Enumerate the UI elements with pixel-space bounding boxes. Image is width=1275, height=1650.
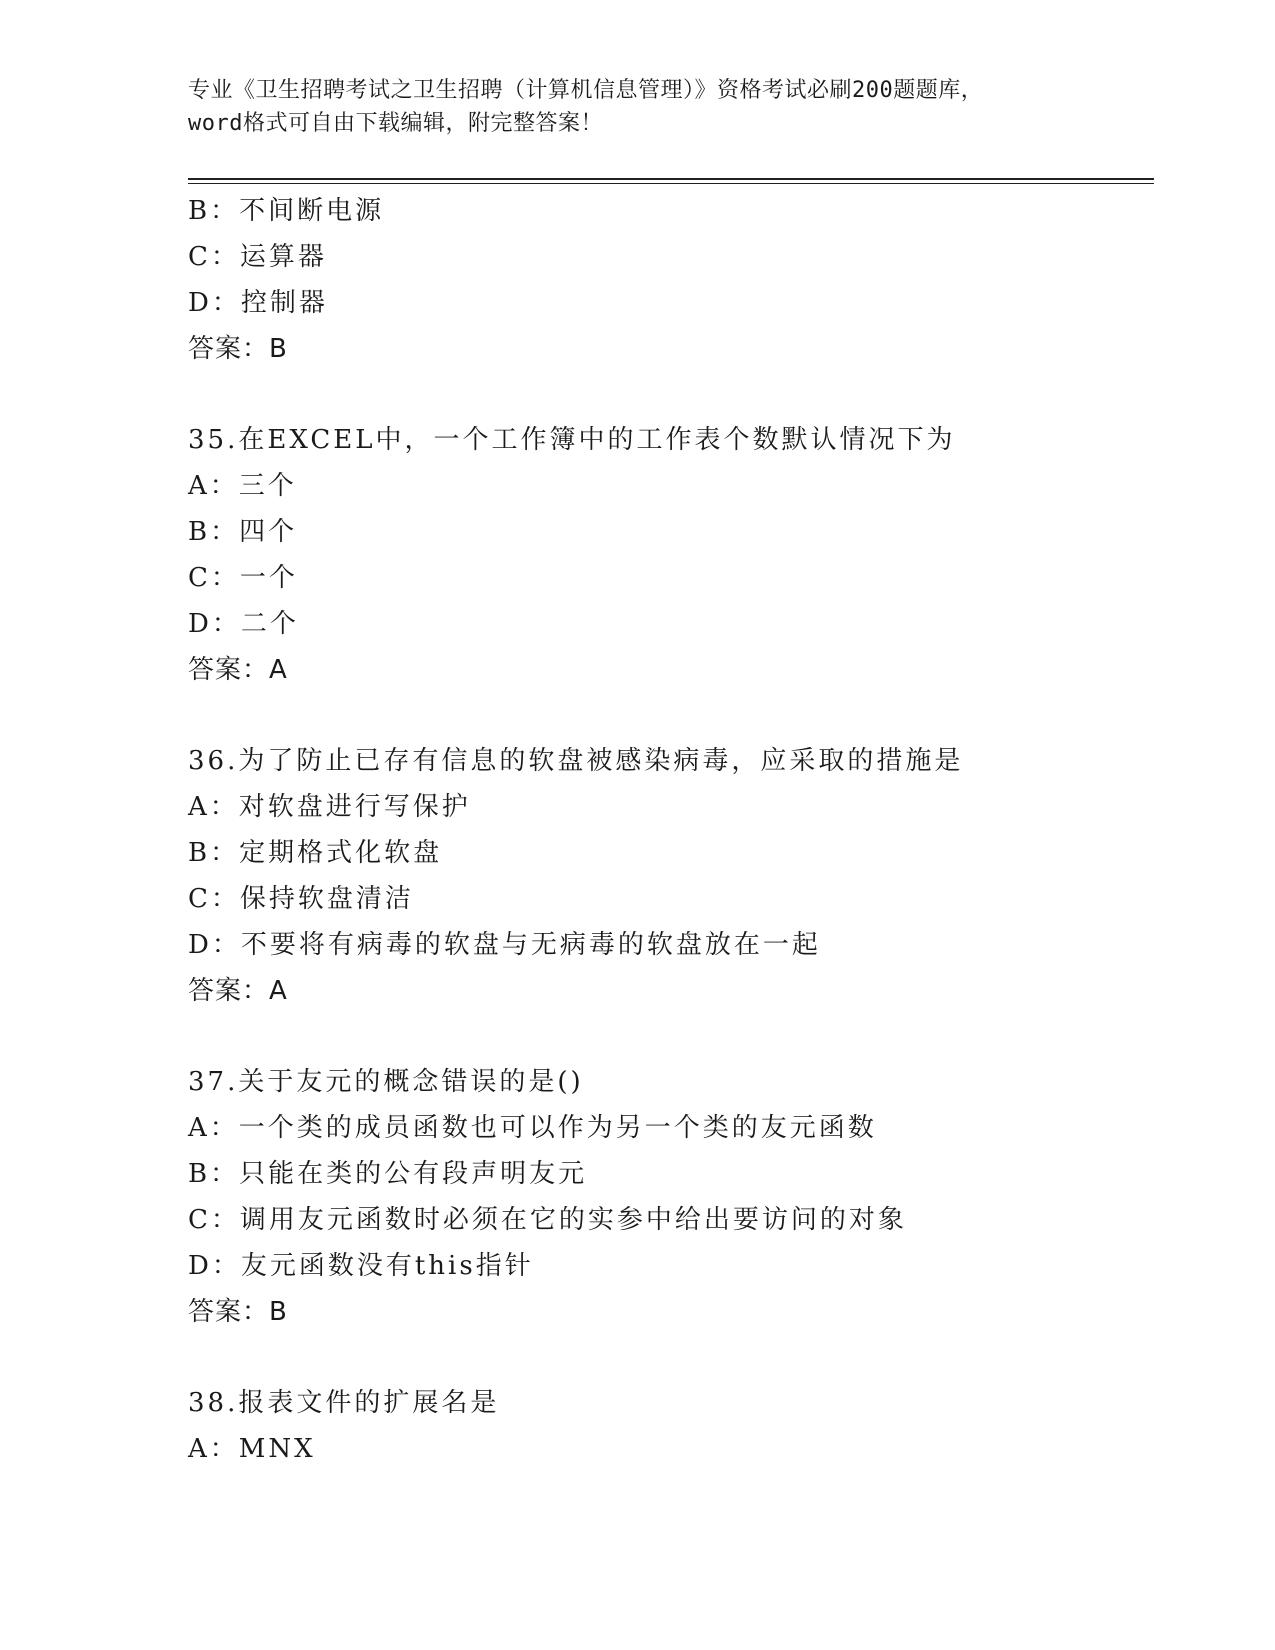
answer-line: 答案：A — [188, 655, 288, 685]
option-a: A：三个 — [188, 471, 297, 501]
spacer — [188, 693, 1148, 738]
header-rule-thin — [188, 183, 1154, 184]
option-c: C：调用友元函数时必须在它的实参中给出要访问的对象 — [188, 1205, 907, 1235]
answer-line: 答案：B — [188, 334, 288, 364]
question-content — [188, 188, 1148, 1472]
header-rule-thick — [188, 178, 1154, 180]
question-stem: 38.报表文件的扩展名是 — [188, 1388, 500, 1418]
option-c: C：一个 — [188, 563, 298, 593]
option-c: C：保持软盘清洁 — [188, 884, 414, 914]
option-a: A：MNX — [188, 1434, 316, 1464]
answer-line: 答案：B — [188, 1297, 288, 1327]
option-b: B：四个 — [188, 517, 298, 547]
option-d: D：控制器 — [188, 288, 328, 318]
option-a: A：对软盘进行写保护 — [188, 792, 471, 822]
header-title-line1: 专业《卫生招聘考试之卫生招聘（计算机信息管理）》资格考试必刷200题题库， — [188, 78, 984, 103]
spacer — [188, 372, 1148, 417]
header-title-line2: word格式可自由下载编辑，附完整答案！ — [188, 111, 603, 136]
option-d: D：二个 — [188, 609, 299, 639]
answer-line: 答案：A — [188, 976, 288, 1006]
option-d: D：友元函数没有this指针 — [188, 1251, 534, 1281]
option-b: B：只能在类的公有段声明友元 — [188, 1159, 588, 1189]
question-stem: 37.关于友元的概念错误的是() — [188, 1067, 584, 1097]
document-header — [188, 74, 1088, 140]
option-b: B：定期格式化软盘 — [188, 838, 443, 868]
option-a: A：一个类的成员函数也可以作为另一个类的友元函数 — [188, 1113, 877, 1143]
spacer — [188, 1335, 1148, 1380]
spacer — [188, 1014, 1148, 1059]
option-c: C：运算器 — [188, 242, 327, 272]
option-d: D：不要将有病毒的软盘与无病毒的软盘放在一起 — [188, 930, 821, 960]
question-stem: 35.在EXCEL中，一个工作簿中的工作表个数默认情况下为 — [188, 425, 956, 455]
option-b: B：不间断电源 — [188, 196, 385, 226]
question-stem: 36.为了防止已存有信息的软盘被感染病毒，应采取的措施是 — [188, 746, 964, 776]
